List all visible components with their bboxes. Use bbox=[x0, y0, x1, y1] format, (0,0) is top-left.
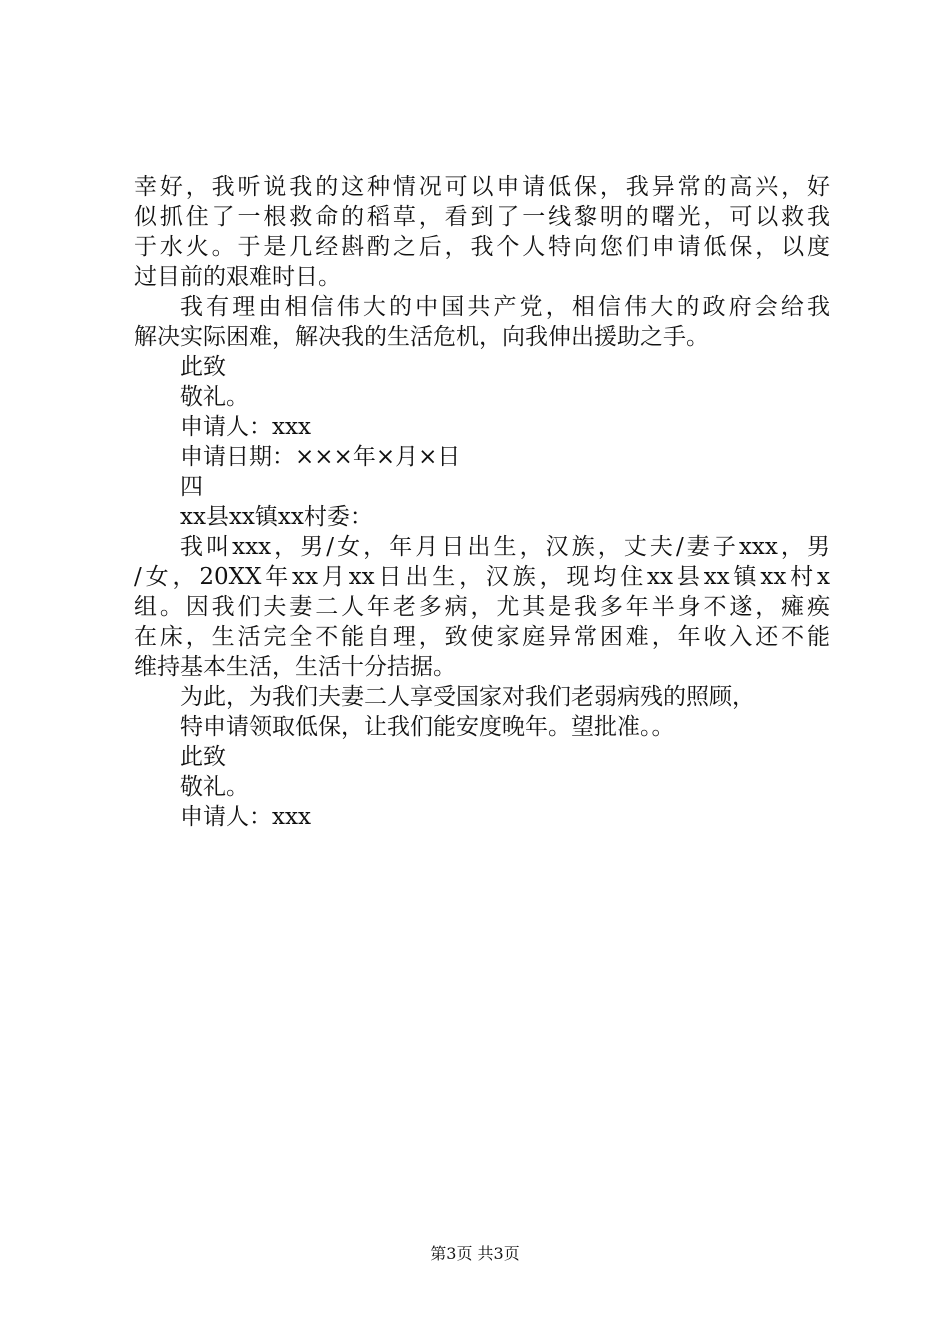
recipient-line: xx县xx镇xx村委： bbox=[180, 504, 373, 530]
body-line: 我有理由相信伟大的中国共产党，相信伟大的政府会给我 bbox=[180, 294, 830, 320]
application-date: 申请日期：×××年×月×日 bbox=[180, 444, 461, 470]
body-line: 于水火。于是几经斟酌之后，我个人特向您们申请低保，以度 bbox=[134, 234, 830, 260]
body-line: 特申请领取低保，让我们能安度晚年。望批准。。 bbox=[180, 714, 675, 740]
applicant-signature: 申请人：xxx bbox=[180, 414, 311, 440]
body-line: 组。因我们夫妻二人年老多病，尤其是我多年半身不遂，瘫痪 bbox=[134, 594, 830, 620]
body-line: 维持基本生活，生活十分拮据。 bbox=[134, 654, 456, 680]
closing-regards: 敬礼。 bbox=[180, 384, 249, 410]
closing-regards: 敬礼。 bbox=[180, 774, 249, 800]
body-line: 似抓住了一根救命的稻草，看到了一线黎明的曙光，可以救我 bbox=[134, 204, 830, 230]
closing-salutation: 此致 bbox=[180, 744, 226, 770]
body-line: /女，20XX年xx月xx日出生，汉族，现均住xx县xx镇xx村x bbox=[134, 564, 830, 590]
body-line: 我叫xxx，男/女，年月日出生，汉族，丈夫/妻子xxx，男 bbox=[180, 534, 830, 560]
body-line: 过目前的艰难时日。 bbox=[134, 264, 341, 290]
applicant-signature: 申请人：xxx bbox=[180, 804, 311, 830]
body-line: 解决实际困难，解决我的生活危机，向我伸出援助之手。 bbox=[134, 324, 709, 350]
closing-salutation: 此致 bbox=[180, 354, 226, 380]
page-footer: 第3页 共3页 bbox=[430, 1244, 520, 1263]
body-line: 幸好，我听说我的这种情况可以申请低保，我异常的高兴，好 bbox=[134, 174, 830, 200]
body-line: 在床，生活完全不能自理，致使家庭异常困难，年收入还不能 bbox=[134, 624, 830, 650]
document-body bbox=[134, 172, 834, 832]
body-line: 为此，为我们夫妻二人享受国家对我们老弱病残的照顾， bbox=[180, 684, 755, 710]
section-number: 四 bbox=[180, 474, 203, 500]
